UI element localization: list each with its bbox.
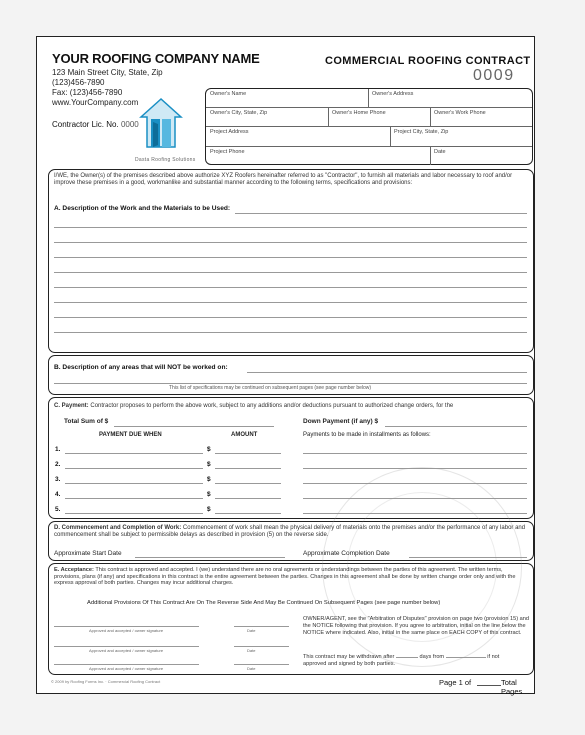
field-owners-work-phone[interactable]: Owner's Work Phone [434, 110, 486, 116]
company-name: YOUR ROOFING COMPANY NAME [52, 51, 260, 66]
payment-row-number: 1. [55, 446, 61, 453]
footer-fine-print: © 2009 by Roofing Forms Inc. · Commercial Roofing Contract [51, 679, 161, 684]
amount-header: AMOUNT [231, 432, 258, 438]
payment-due-header: PAYMENT DUE WHEN [99, 432, 162, 438]
total-pages-label: Total Pages [501, 678, 523, 696]
withdrawn-text-a: This contract may be withdrawn after [303, 654, 395, 660]
license-label: Contractor Lic. No. [52, 120, 119, 129]
withdrawn-text-b: days from [419, 654, 445, 660]
additional-provisions: Additional Provisions Of This Contract Are On The Reverse Side And May Be Continued On Subsequent Pages (see page number below) [87, 600, 441, 606]
dollar-sign: $ [207, 461, 211, 468]
section-a-box [48, 169, 534, 353]
page-of-label: Page 1 of [439, 678, 472, 687]
start-date-label: Approximate Start Date [54, 550, 122, 557]
signature-caption: Approved and accepted / owner signature [89, 666, 164, 671]
owner-info-box [205, 88, 533, 165]
installments-label: Payments to be made in installments as follows: [303, 432, 431, 438]
section-a-label: A. Description of the Work and the Materials to be Used: [54, 205, 231, 212]
company-logo-house-icon [137, 95, 185, 157]
license-number: 0000 [120, 120, 139, 129]
contract-number: 0009 [473, 67, 515, 84]
dollar-sign: $ [207, 506, 211, 513]
signature-caption: Approved and accepted / owner signature [89, 648, 164, 653]
withdrawn-text-d: approved and signed by both parties. [303, 661, 396, 667]
completion-date-label: Approximate Completion Date [303, 550, 390, 557]
company-fax: Fax: (123)456-7890 [52, 88, 123, 97]
field-owners-address[interactable]: Owner's Address [372, 91, 414, 97]
company-phone: (123)456-7890 [52, 78, 105, 87]
field-owners-city[interactable]: Owner's City, State, Zip [210, 110, 268, 116]
total-sum-label: Total Sum of $ [64, 418, 109, 425]
field-project-phone[interactable]: Project Phone [210, 149, 245, 155]
section-d-text: Commencement of work shall mean the physical delivery of materials onto the premises and/or the performance of any labor and commencement shall be subject to permissible delays as described in provision (5) on the reverse side. [54, 525, 526, 538]
company-website: www.YourCompany.com [52, 98, 139, 107]
field-project-city[interactable]: Project City, State, Zip [394, 129, 449, 135]
section-b-note: This list of specifications may be continued on subsequent pages (see page number below) [169, 385, 372, 391]
section-b-box [48, 355, 534, 395]
section-e-text: This contract is approved and accepted. I (we) understand there are no oral agreements or understandings between the parties of this agreement. The written terms, provisions, plans (if any) and specifications in this contract is the entire agreement between the parties. Changes in this agreement shall be done by written change order only and with the express approval of both parties. Changes may incur additional charges. [54, 567, 516, 586]
logo-caption: Dasta Roofing Solutions [135, 157, 196, 163]
field-project-address[interactable]: Project Address [210, 129, 249, 135]
withdrawn-text-c: if not [487, 654, 500, 660]
dollar-sign: $ [207, 446, 211, 453]
arbitration-notice: OWNER/AGENT, see the "Arbitration of Disputes" provision on page two (provision 15) and the NOTICE following that provision. If you agree to arbitration, initial on the line below the NOTICE where indicated. Also, initial in the same place on EACH COPY of this contract. [303, 616, 529, 636]
field-owners-home-phone[interactable]: Owner's Home Phone [332, 110, 386, 116]
section-e-label: E. Acceptance: [54, 567, 94, 573]
dollar-sign: $ [207, 491, 211, 498]
payment-row-number: 3. [55, 476, 61, 483]
signature-caption: Approved and accepted / owner signature [89, 628, 164, 633]
section-d-label: D. Commencement and Completion of Work: [54, 525, 182, 531]
payment-row-number: 5. [55, 506, 61, 513]
payment-row-number: 2. [55, 461, 61, 468]
field-date[interactable]: Date [434, 149, 446, 155]
signature-date-caption: Date [247, 648, 256, 653]
section-c-label: C. Payment: [54, 403, 89, 409]
signature-date-caption: Date [247, 628, 256, 633]
contract-sheet [36, 36, 535, 694]
section-a-intro: I/WE, the Owner(s) of the premises described above authorize XYZ Roofers hereinafter referred to as "Contractor", to furnish all materials and labor necessary to roof and/or improve these premises in a good, workmanlike and substantial manner according to the following terms, specifications and provisions: [54, 173, 513, 186]
section-b-label: B. Description of any areas that will NOT be worked on: [54, 364, 228, 371]
section-c-text: Contractor proposes to perform the above work, subject to any additions and/or deductions pursuant to authorized change orders, for the [90, 403, 454, 409]
dollar-sign: $ [207, 476, 211, 483]
contract-title: COMMERCIAL ROOFING CONTRACT [325, 55, 531, 67]
signature-date-caption: Date [247, 666, 256, 671]
company-address: 123 Main Street City, State, Zip [52, 68, 163, 77]
section-c-line [54, 403, 528, 410]
watermark-seal-inner [347, 492, 497, 642]
down-payment-label: Down Payment (if any) $ [303, 418, 379, 425]
contractor-license [52, 120, 139, 129]
field-owners-name[interactable]: Owner's Name [210, 91, 247, 97]
payment-row-number: 4. [55, 491, 61, 498]
